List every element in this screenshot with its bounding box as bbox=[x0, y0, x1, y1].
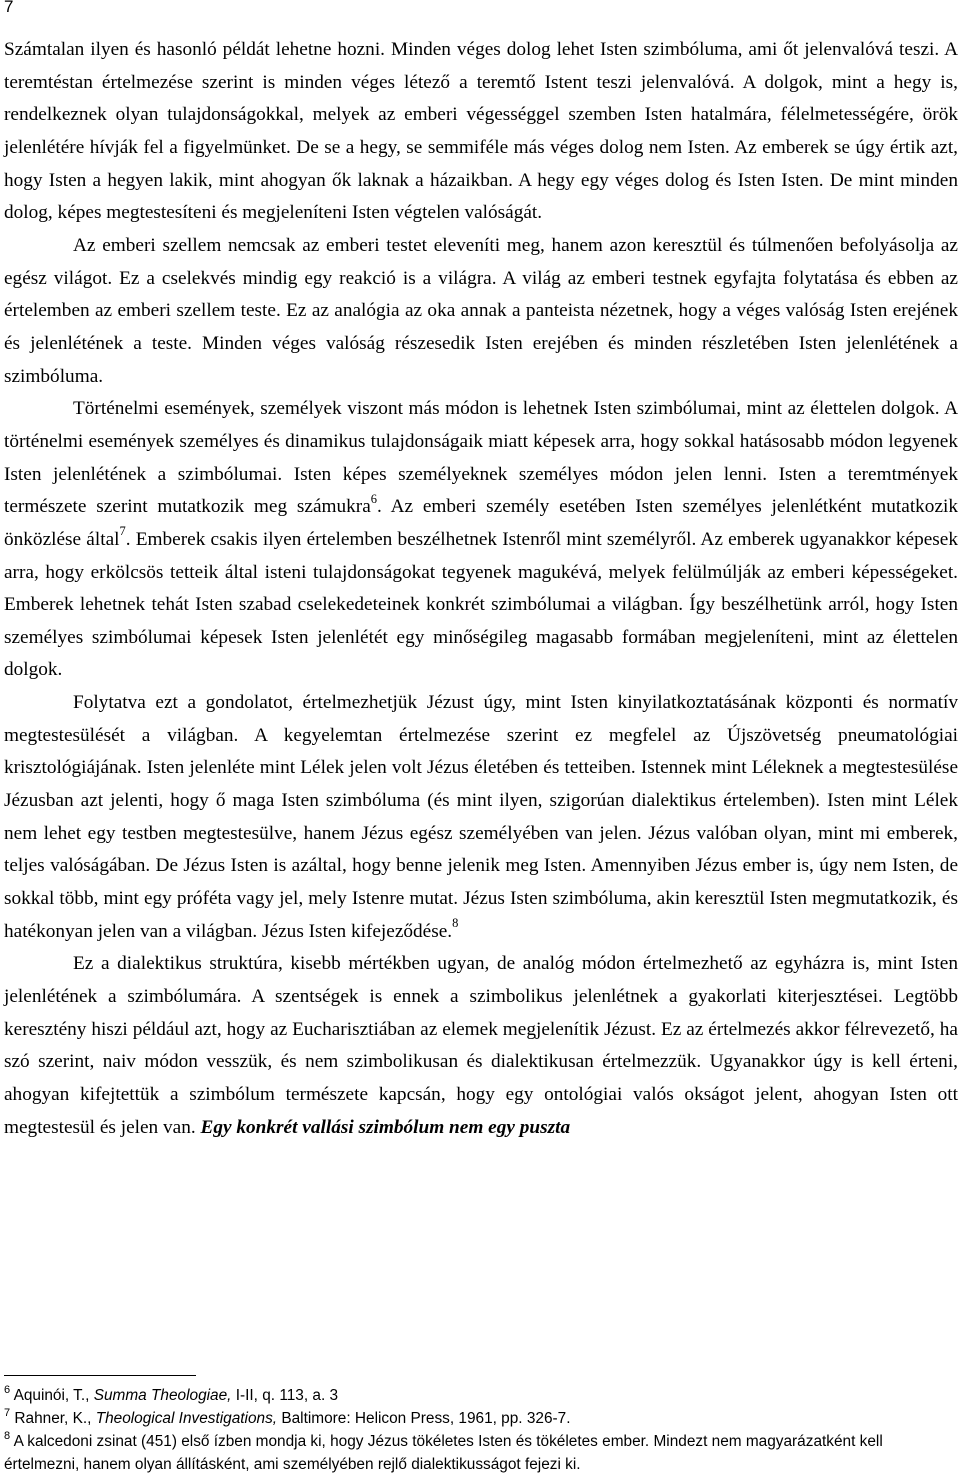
footnote-6 bbox=[4, 1384, 958, 1407]
paragraph-5-emphasis: Egy konkrét vallási szimbólum nem egy puszta bbox=[200, 1116, 571, 1138]
paragraph-4-text: Folytatva ezt a gondolatot, értelmezhetjük Jézust úgy, mint Isten kinyilatkoztatásának központi és normatív megtestesülését a világban. A kegyelemtan értelmezése szerint ez megfelel az Újszövetség pneumatológiai krisztológiájának. Isten jelenléte mint Lélek jelen volt Jézus életében és tetteiben. Istennek mint Léleknek a megtestesülése Jézusban azt jelenti, hogy ő maga Isten szimbóluma (és mint ilyen, szigorúan dialektikus értelemben). Isten mint Lélek nem lehet egy testben megtestesülve, hanem Jézus egész személyében van jelen. Jézus valóban olyan, mint mi emberek, teljes valóságában. De Jézus Isten is azáltal, hogy benne jelenik meg Isten. Amennyiben Jézus ember is, úgy nem Isten, de sokkal több, mint egy próféta vagy jel, mely Istenre mutat. Jézus Isten szimbóluma, akin keresztül Isten megmutatkozik, és hatékonyan jelen van a világban. Jézus Isten kifejeződése. bbox=[4, 692, 958, 942]
footnote-number: 8 bbox=[4, 1429, 11, 1442]
footnote-8 bbox=[4, 1430, 958, 1476]
paragraph-1: Számtalan ilyen és hasonló példát lehetne hozni. Minden véges dolog lehet Isten szimbóluma, ami őt jelenvalóvá teszi. A teremtéstan értelmezése szerint is minden véges létező a teremtő Istent teszi jelenvalóvá. A dolgok, mint a hegy is, rendelkeznek olyan tulajdonságokkal, melyek az emberi végességgel szemben Isten hatalmára, félelmetességére, örök jelenlétére hívják fel a figyelmünket. De se a hegy, se semmiféle más véges dolog nem Isten. Az emberek se úgy értik azt, hogy Isten a hegyen lakik, mint ahogyan ők laknak a házaikban. A hegy egy véges dolog és Isten Isten. De mint minden dolog, képes megtestesíteni és megjeleníteni Isten végtelen valóságát. bbox=[4, 39, 958, 224]
footnote-author: Rahner, K., bbox=[14, 1410, 96, 1427]
footnote-reference: Baltimore: Helicon Press, 1961, pp. 326-7. bbox=[277, 1410, 571, 1427]
page-number: 7 bbox=[4, 0, 14, 16]
paragraph-3-text-b: . Az emberi személy esetében Isten személyes jelenlétként mutatkozik önközlése által bbox=[4, 496, 959, 550]
footnote-separator bbox=[4, 1375, 196, 1376]
paragraph-4 bbox=[4, 687, 958, 948]
footnote-text: A kalcedoni zsinat (451) első ízben mondja ki, hogy Jézus tökéletes Isten és tökéletes ember. Mindezt nem magyarázatként kell értelmezni, hanem olyan állításként, ami személyében rejlő dialektikusságot fejezi ki. bbox=[4, 1433, 883, 1473]
footnote-7 bbox=[4, 1407, 958, 1430]
footnote-author: Aquinói, T., bbox=[13, 1387, 94, 1404]
footnotes bbox=[4, 1384, 958, 1476]
body-text bbox=[4, 34, 958, 1144]
paragraph-5 bbox=[4, 948, 958, 1144]
paragraph-5-text: Ez a dialektikus struktúra, kisebb mértékben ugyan, de analóg módon értelmezhető az egyházra is, mint Isten jelenlétének a szimbólumára. A szentségek is ennek a szimbolikus jelenlétnek a gyakorlati kiterjesztései. Legtöbb keresztény hiszi például azt, hogy az Eucharisztiában az elemek megjelenítik Jézust. Ez az értelmezés akkor félrevezető, ha szó szerint, naiv módon vesszük, és nem szimbolikusan és dialektikusan értelmezzük. Ugyanakkor úgy is kell érteni, ahogyan kifejtettük a szimbólum természete kapcsán, hogy egy ontológiai valós okságot jelent, ahogyan Isten ott megtestesül és jelen van. bbox=[4, 953, 958, 1138]
footnote-title: Theological Investigations, bbox=[95, 1410, 278, 1427]
paragraph-2: Az emberi szellem nemcsak az emberi testet eleveníti meg, hanem azon keresztül és túlmenően befolyásolja az egész világot. Ez a cselekvés mindig egy reakció is a világra. A világ az emberi testnek egyfajta folytatása és ebben az értelemben az emberi szellem teste. Ez az analógia az oka annak a panteista nézetnek, hogy a véges valóság Isten erejének és jelenlétének a teste. Minden véges valóság részesedik Isten erejében és minden részletében Isten jelenlétének a szimbóluma. bbox=[4, 234, 958, 387]
footnote-ref-8[interactable]: 8 bbox=[452, 916, 459, 931]
footnote-reference: I-II, q. 113, a. 3 bbox=[231, 1387, 339, 1404]
footnote-number: 7 bbox=[4, 1406, 11, 1419]
paragraph-3-text-a: Történelmi események, személyek viszont más módon is lehetnek Isten szimbólumai, mint az élettelen dolgok. A történelmi események személyes és dinamikus tulajdonságaik miatt képesek arra, hogy sokkal hatásosabb módon legyenek Isten jelenlétének a szimbólumai. Isten képes személyeknek személyes módon jelen lenni. Isten a teremtmények természete szerint mutatkozik meg számukra bbox=[4, 398, 958, 518]
paragraph-3-text-c: . Emberek csakis ilyen értelemben beszélhetnek Istenről mint személyről. Az emberek ugyanakkor képesek arra, hogy erkölcsös tetteik által isteni tulajdonságokat tegyenek magukévá, melyek felülmúlják az emberi képességeket. Emberek lehetnek tehát Isten szabad cselekedeteinek konkrét szimbólumai a világban. Így beszélhetünk arról, hogy Isten személyes szimbólumai képesek Isten jelenlétét egy minőségileg magasabb formában megjeleníteni, mint az élettelen dolgok. bbox=[4, 528, 958, 681]
footnote-title: Summa Theologiae, bbox=[93, 1387, 232, 1404]
footnote-ref-7[interactable]: 7 bbox=[119, 524, 126, 539]
footnote-number: 6 bbox=[4, 1383, 11, 1396]
footnote-ref-6[interactable]: 6 bbox=[370, 491, 378, 506]
paragraph-3 bbox=[4, 393, 958, 687]
